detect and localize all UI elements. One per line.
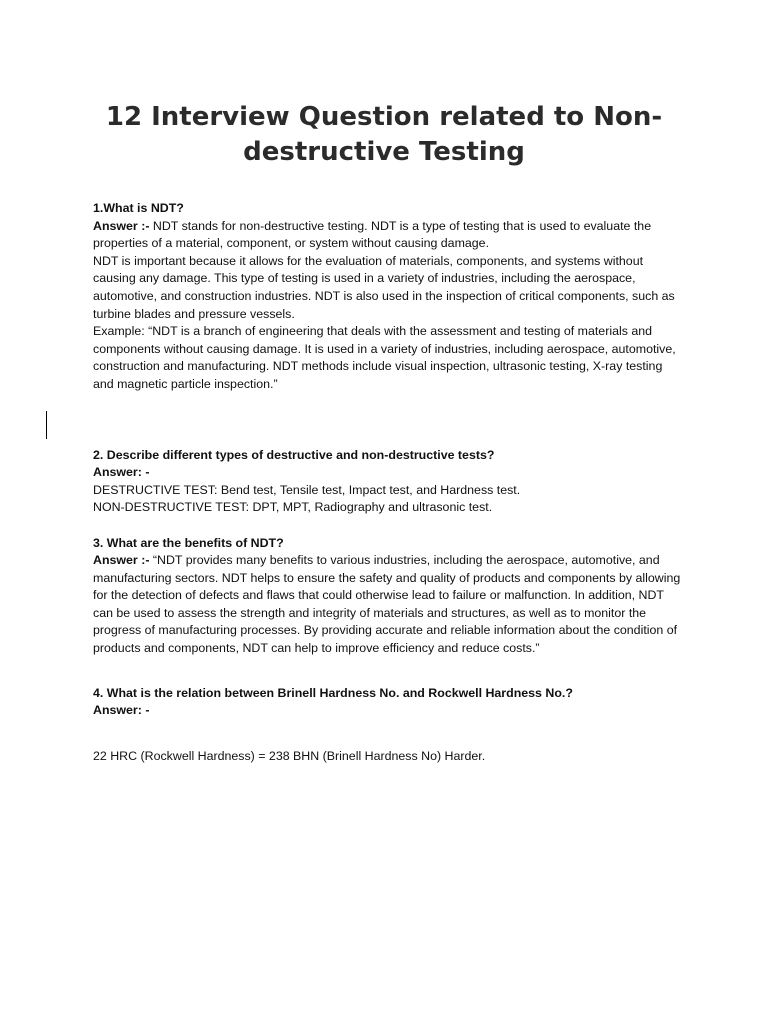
answer-text: NDT stands for non-destructive testing. NDT is a type of testing that is used to evaluate the properties of a material, component, or system without causing damage. — [93, 218, 652, 251]
question-3-answer — [93, 552, 683, 658]
spacer — [93, 720, 683, 748]
question-1-paragraph-2: NDT is important because it allows for the evaluation of materials, components, and systems without causing any damage. This type of testing is used in a variety of industries, including the aerospace, automotive, and construction industries. NDT is also used in the inspection of critical components, such as turbine blades and pressure vessels. — [93, 253, 675, 321]
answer-label: Answer: - — [93, 465, 150, 480]
text-cursor — [46, 411, 47, 439]
question-3-heading: 3. What are the benefits of NDT? — [93, 535, 284, 550]
question-3 — [93, 535, 683, 658]
document-body — [93, 200, 683, 765]
answer-label: Answer: - — [93, 703, 150, 718]
non-destructive-tests-line: NON-DESTRUCTIVE TEST: DPT, MPT, Radiography and ultrasonic test. — [93, 500, 493, 515]
page-title: 12 Interview Question related to Non-destructive Testing — [105, 102, 663, 167]
question-2-heading: 2. Describe different types of destructive and non-destructive tests? — [93, 447, 495, 462]
question-1 — [93, 200, 683, 394]
question-1-example: Example: “NDT is a branch of engineering that deals with the assessment and testing of materials and components without causing damage. It is used in a variety of industries, including aerospace, automotive, construction and manufacturing. NDT methods include visual inspection, ultrasonic testing, X-ray testing and magnetic particle inspection.” — [93, 324, 676, 391]
question-4 — [93, 685, 683, 766]
spacer — [93, 394, 683, 447]
answer-label: Answer :- — [93, 218, 150, 233]
question-2 — [93, 447, 683, 517]
spacer — [93, 517, 683, 535]
answer-label: Answer :- — [93, 553, 150, 568]
hardness-relation-line: 22 HRC (Rockwell Hardness) = 238 BHN (Brinell Hardness No) Harder. — [93, 748, 486, 763]
question-4-heading: 4. What is the relation between Brinell Hardness No. and Rockwell Hardness No.? — [93, 685, 573, 700]
destructive-tests-line: DESTRUCTIVE TEST: Bend test, Tensile test, Impact test, and Hardness test. — [93, 482, 521, 497]
question-1-heading: 1.What is NDT? — [93, 201, 184, 215]
spacer — [93, 658, 683, 685]
answer-text: “NDT provides many benefits to various industries, including the aerospace, automotive, and manufacturing sectors. NDT helps to ensure the safety and quality of products and components by allowing for the detection of defects and flaws that could otherwise lead to failure or malfunction. In addition, NDT can be used to assess the strength and integrity of materials and structures, as well as to monitor the progress of manufacturing processes. By providing accurate and reliable information about the condition of products and components, NDT can help to improve efficiency and reduce costs.” — [93, 553, 681, 656]
question-1-answer — [93, 218, 683, 253]
